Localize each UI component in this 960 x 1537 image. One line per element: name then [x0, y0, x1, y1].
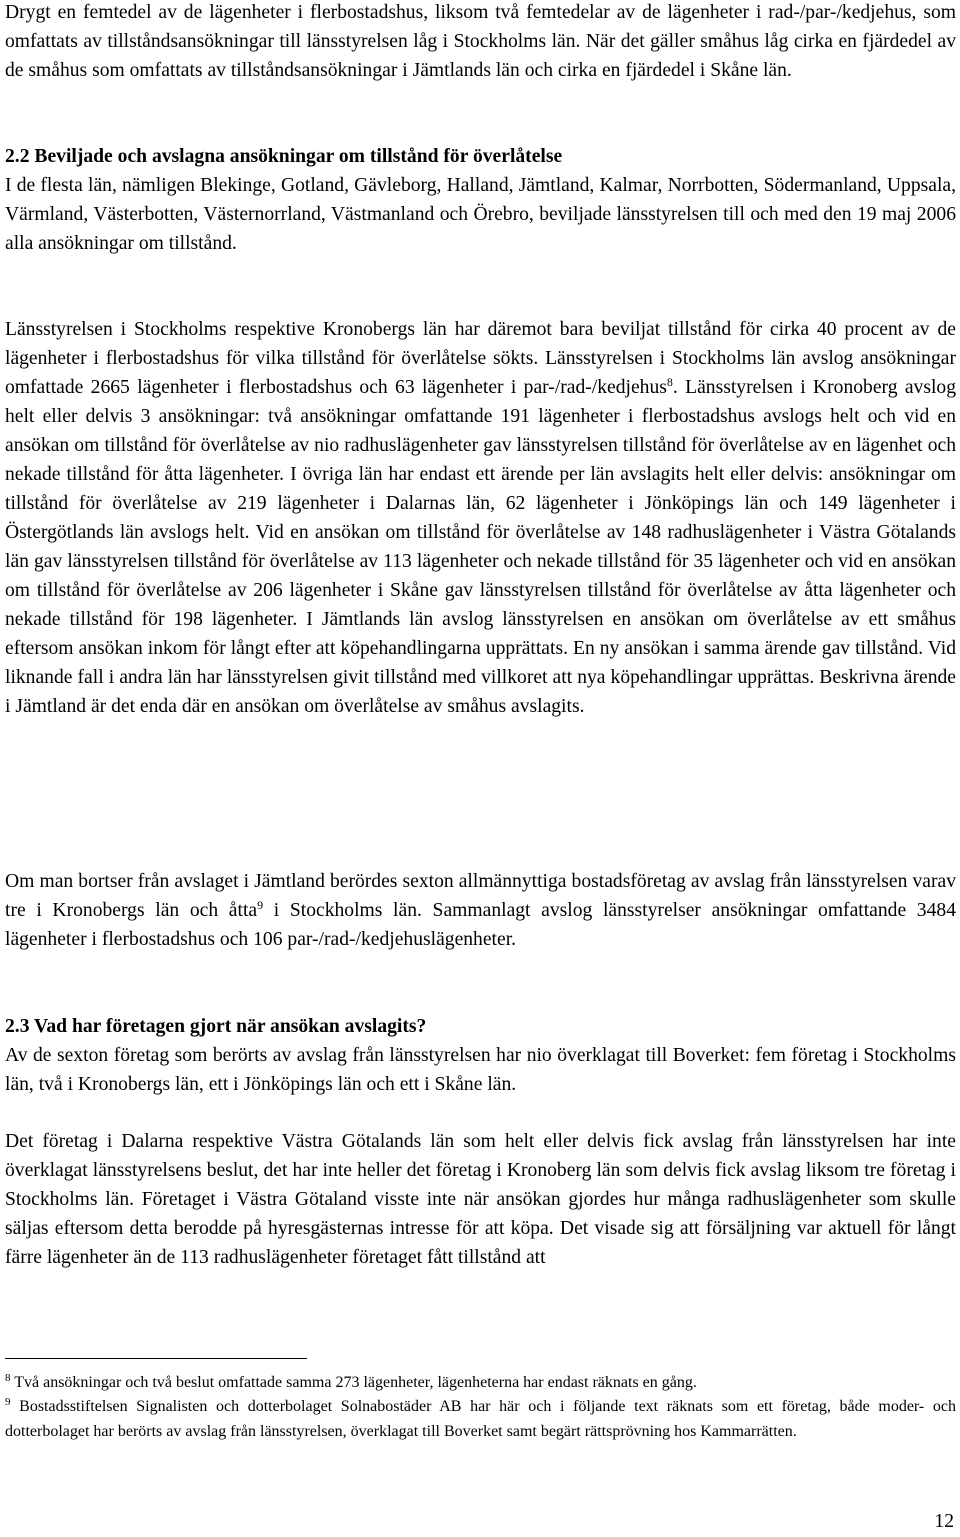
paragraph-2-2-third: [5, 867, 956, 954]
footnote-8: [5, 1370, 956, 1395]
paragraph-2-2-first-text: I de flesta län, nämligen Blekinge, Gotland, Gävleborg, Halland, Jämtland, Kalmar, Norrbotten, Södermanland, Uppsala, Värmland, Västerbotten, Västernorrland, Västmanland och Örebro, beviljade länsstyrelsen till och med den 19 maj 2006 alla ansökningar om tillstånd.: [5, 175, 956, 254]
section-heading-2-2: 2.2 Beviljade och avslagna ansökningar om tillstånd för överlåtelse: [5, 146, 563, 167]
paragraph-intro: [5, 0, 956, 85]
footnote-number-9: 9: [5, 1396, 11, 1408]
paragraph-2-2-third-text-b: i Stockholms län. Sammanlagt avslog länsstyrelser ansökningar omfattande 3484 lägenheter i flerbostadshus och 106 par-/rad-/kedjehuslägenheter.: [5, 900, 956, 950]
footnote-9: [5, 1394, 956, 1444]
paragraph-2-2-first: [5, 171, 956, 258]
paragraph-2-3-first: [5, 1041, 956, 1099]
paragraph-2-2-third-text-a: Om man bortser från avslaget i Jämtland berördes sexton allmännyttiga bostadsföretag av avslag från länsstyrelsen varav tre i Kronobergs län och åtta: [5, 871, 956, 921]
paragraph-2-3-first-text: Av de sexton företag som berörts av avslag från länsstyrelsen har nio överklagat till Boverket: fem företag i Stockholms län, två i Kronobergs län, ett i Jönköpings län och ett i Skåne län.: [5, 1045, 956, 1095]
footnote-text-8: Två ansökningar och två beslut omfattade samma 273 lägenheter, lägenheterna har endast räknats en gång.: [14, 1374, 697, 1391]
footnote-number-8: 8: [5, 1372, 11, 1384]
footnote-separator: [5, 1358, 307, 1359]
paragraph-intro-text: Drygt en femtedel av de lägenheter i flerbostadshus, liksom två femtedelar av de lägenheter i rad-/par-/kedjehus, som omfattats av tillståndsansökningar till länsstyrelsen låg i Stockholms län. När det gäller småhus låg cirka en fjärdedel av de småhus som omfattats av tillståndsansökningar i Jämtlands län och cirka en fjärdedel i Skåne län.: [5, 2, 956, 81]
paragraph-2-3-second-text: Det företag i Dalarna respektive Västra Götalands län som helt eller delvis fick avslag från länsstyrelsen har inte överklagat länsstyrelsens beslut, det har inte heller det företag i Kronoberg län som delvis fick avslag liksom tre företag i Stockholms län. Företaget i Västra Götaland visste inte när ansökan gjordes hur många radhuslägenheter som skulle säljas eftersom detta berodde på hyresgästernas intresse för att köpa. Det visade sig att försäljning var aktuell för långt färre lägenheter än de 113 radhuslägenheter företaget fått tillstånd att: [5, 1131, 956, 1268]
footnote-ref-8[interactable]: 8: [666, 375, 673, 389]
page-number: 12: [934, 1511, 954, 1532]
footnote-ref-9[interactable]: 9: [257, 898, 264, 912]
section-heading-2-3: 2.3 Vad har företagen gjort när ansökan avslagits?: [5, 1016, 427, 1037]
footnote-text-9: Bostadsstiftelsen Signalisten och dotterbolaget Solnabostäder AB har här och i följande text räknats som ett företag, både moder- och dotterbolaget har berörts av avslag från länsstyrelsen, överklagat till Boverket samt begärt rättsprövning hos Kammarrätten.: [5, 1398, 957, 1440]
paragraph-2-2-second: [5, 315, 956, 721]
paragraph-2-3-second: [5, 1127, 956, 1272]
paragraph-2-2-second-text-b: . Länsstyrelsen i Kronoberg avslog helt eller delvis 3 ansökningar: två ansökningar omfattande 191 lägenheter i flerbostadshus avslogs helt och vid en ansökan om tillstånd för överlåtelse av nio radhuslägenheter gav länsstyrelsen tillstånd för överlåtelse av en lägenhet och nekade tillstånd för åtta lägenheter. I övriga län har endast ett ärende per län avslagits helt eller delvis: ansökningar om tillstånd för överlåtelse av 219 lägenheter i Dalarnas län, 62 lägenheter i Jönköpings län och 149 lägenheter i Östergötlands län avslogs helt. Vid en ansökan om tillstånd för överlåtelse av 148 radhuslägenheter i Västra Götalands län gav länsstyrelsen tillstånd för överlåtelse av 113 lägenheter och nekade tillstånd för 35 lägenheter och vid en ansökan om tillstånd för överlåtelse av 206 lägenheter i Skåne gav länsstyrelsen tillstånd för överlåtelse av åtta lägenheter och nekade tillstånd för 198 lägenheter. I Jämtlands län avslog länsstyrelsen en ansökan om överlåtelse av ett småhus eftersom ansökan inkom för långt efter att köpehandlingarna upprättats. En ny ansökan i samma ärende gav tillstånd. Vid liknande fall i andra län har länsstyrelsen givit tillstånd med villkoret att nya köpehandlingar upprättas. Beskrivna ärende i Jämtland är det enda där en ansökan om överlåtelse av småhus avslagits.: [5, 377, 957, 717]
paragraph-2-2-second-text-a: Länsstyrelsen i Stockholms respektive Kronobergs län har däremot bara beviljat tillstånd för cirka 40 procent av de lägenheter i flerbostadshus för vilka tillstånd för överlåtelse sökts. Länsstyrelsen i Stockholms län avslog ansökningar omfattade 2665 lägenheter i flerbostadshus och 63 lägenheter i par-/rad-/kedjehus: [5, 319, 956, 398]
